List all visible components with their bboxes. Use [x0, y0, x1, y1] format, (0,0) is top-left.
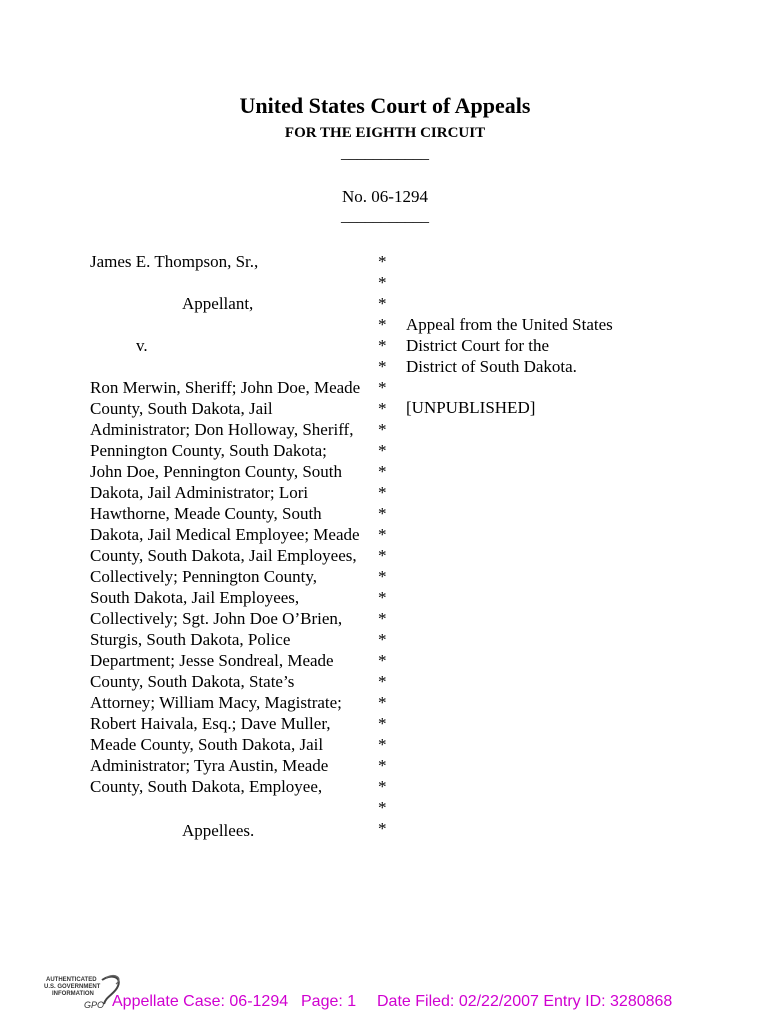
separator-star: *: [378, 252, 387, 271]
separator-star: *: [378, 756, 387, 775]
separator-star: *: [378, 504, 387, 523]
appellees-list: [90, 377, 360, 797]
appellee-line: John Doe, Pennington County, South: [90, 462, 343, 481]
appellee-line: Administrator; Tyra Austin, Meade: [90, 756, 329, 775]
separator-star: *: [378, 462, 387, 481]
unpublished-label: [UNPUBLISHED]: [406, 398, 536, 417]
divider-rule-bottom: ___________: [341, 208, 429, 225]
appellee-line: County, South Dakota, Jail: [90, 399, 273, 418]
appellant-role: Appellant,: [182, 294, 254, 313]
separator-star: *: [378, 693, 387, 712]
appellee-line: Meade County, South Dakota, Jail: [90, 735, 324, 754]
separator-star: *: [378, 294, 387, 313]
appellee-line: Pennington County, South Dakota;: [90, 441, 327, 460]
separator-star: *: [378, 588, 387, 607]
footer-appellate-case: Appellate Case: 06-1294: [112, 993, 289, 1010]
separator-star: *: [378, 483, 387, 502]
separator-star: *: [378, 273, 387, 292]
separator-star: *: [378, 441, 387, 460]
separator-star: *: [378, 651, 387, 670]
appellant-name: James E. Thompson, Sr.,: [90, 252, 259, 271]
separator-star: *: [378, 525, 387, 544]
separator-star: *: [378, 714, 387, 733]
appellee-line: County, South Dakota, Employee,: [90, 777, 323, 796]
appeal-from-line: District of South Dakota.: [406, 357, 577, 376]
appellee-line: Hawthorne, Meade County, South: [90, 504, 322, 523]
appellee-line: South Dakota, Jail Employees,: [90, 588, 300, 607]
separator-star: *: [378, 378, 387, 397]
appellee-line: Robert Haivala, Esq.; Dave Muller,: [90, 714, 331, 733]
appellees-role: Appellees.: [182, 821, 255, 840]
versus-label: v.: [136, 336, 148, 355]
appeal-from-line: Appeal from the United States: [406, 315, 613, 334]
logo-text-line: AUTHENTICATED: [46, 977, 97, 983]
appeal-from-block: [406, 314, 613, 377]
separator-star: *: [378, 315, 387, 334]
separator-star: *: [378, 609, 387, 628]
appellee-line: County, South Dakota, Jail Employees,: [90, 546, 357, 565]
appellee-line: Collectively; Pennington County,: [90, 567, 317, 586]
separator-star: *: [378, 798, 387, 817]
logo-text-line: GPO: [84, 1000, 105, 1010]
caption-star-column: [378, 251, 387, 839]
footer-date-filed: Date Filed: 02/22/2007 Entry ID: 3280868: [377, 993, 673, 1010]
appellee-line: Sturgis, South Dakota, Police: [90, 630, 291, 649]
appellee-line: County, South Dakota, State’s: [90, 672, 295, 691]
appellee-line: Dakota, Jail Administrator; Lori: [90, 483, 309, 502]
separator-star: *: [378, 546, 387, 565]
appellee-line: Dakota, Jail Medical Employee; Meade: [90, 525, 360, 544]
appeal-from-line: District Court for the: [406, 336, 550, 355]
divider-rule-top: ___________: [341, 145, 429, 162]
appellee-line: Administrator; Don Holloway, Sheriff,: [90, 420, 354, 439]
appellee-line: Ron Merwin, Sheriff; John Doe, Meade: [90, 378, 361, 397]
logo-text-line: INFORMATION: [52, 991, 94, 997]
separator-star: *: [378, 819, 387, 838]
logo-text-line: U.S. GOVERNMENT: [44, 984, 101, 990]
separator-star: *: [378, 672, 387, 691]
appellee-line: Department; Jesse Sondreal, Meade: [90, 651, 334, 670]
appellee-line: Collectively; Sgt. John Doe O’Brien,: [90, 609, 343, 628]
separator-star: *: [378, 777, 387, 796]
separator-star: *: [378, 399, 387, 418]
appellee-line: Attorney; William Macy, Magistrate;: [90, 693, 342, 712]
court-title: United States Court of Appeals: [239, 93, 531, 118]
circuit-name: FOR THE EIGHTH CIRCUIT: [284, 125, 486, 141]
separator-star: *: [378, 630, 387, 649]
separator-star: *: [378, 567, 387, 586]
footer-page-number: Page: 1: [301, 993, 357, 1010]
separator-star: *: [378, 357, 387, 376]
separator-star: *: [378, 420, 387, 439]
case-number: No. 06-1294: [342, 187, 428, 206]
separator-star: *: [378, 735, 387, 754]
separator-star: *: [378, 336, 387, 355]
